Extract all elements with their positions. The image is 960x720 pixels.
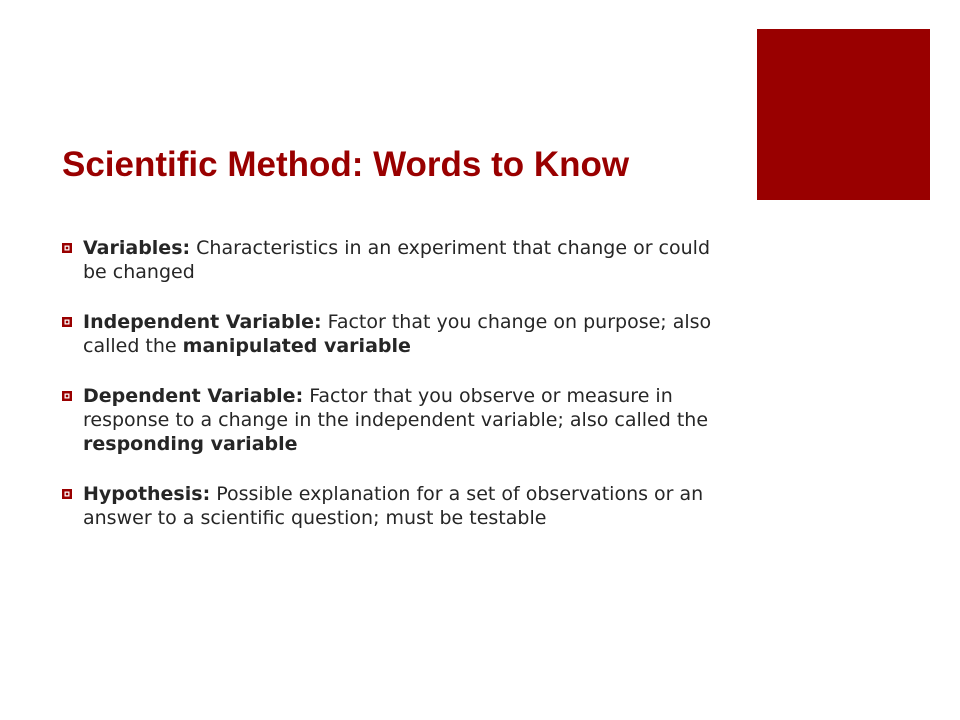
bullet-item-hypothesis xyxy=(58,482,738,530)
bullet-list xyxy=(58,236,738,556)
bullet-term: Dependent Variable: xyxy=(83,385,304,407)
bullet-term: Independent Variable: xyxy=(83,311,322,333)
bullet-emphasis: responding variable xyxy=(83,433,298,455)
bullet-emphasis: manipulated variable xyxy=(182,335,411,357)
square-bullet-icon xyxy=(62,489,72,499)
bullet-text: Characteristics in an experiment that change or could be changed xyxy=(83,237,711,283)
bullet-item-dependent-variable xyxy=(58,384,738,456)
bullet-text: Factor that you change on purpose; also called the xyxy=(83,311,712,357)
square-bullet-icon xyxy=(62,243,72,253)
slide-title: Scientific Method: Words to Know xyxy=(62,145,630,184)
square-bullet-icon xyxy=(62,391,72,401)
bullet-text: Possible explanation for a set of observations or an answer to a scientific question; must be testable xyxy=(83,483,704,529)
bullet-term: Variables: xyxy=(83,237,191,259)
bullet-text: Factor that you observe or measure in response to a change in the independent variable; also called the xyxy=(83,385,709,431)
bullet-item-variables xyxy=(58,236,738,284)
accent-block xyxy=(757,29,930,200)
bullet-item-independent-variable xyxy=(58,310,738,358)
square-bullet-icon xyxy=(62,317,72,327)
bullet-term: Hypothesis: xyxy=(83,483,211,505)
